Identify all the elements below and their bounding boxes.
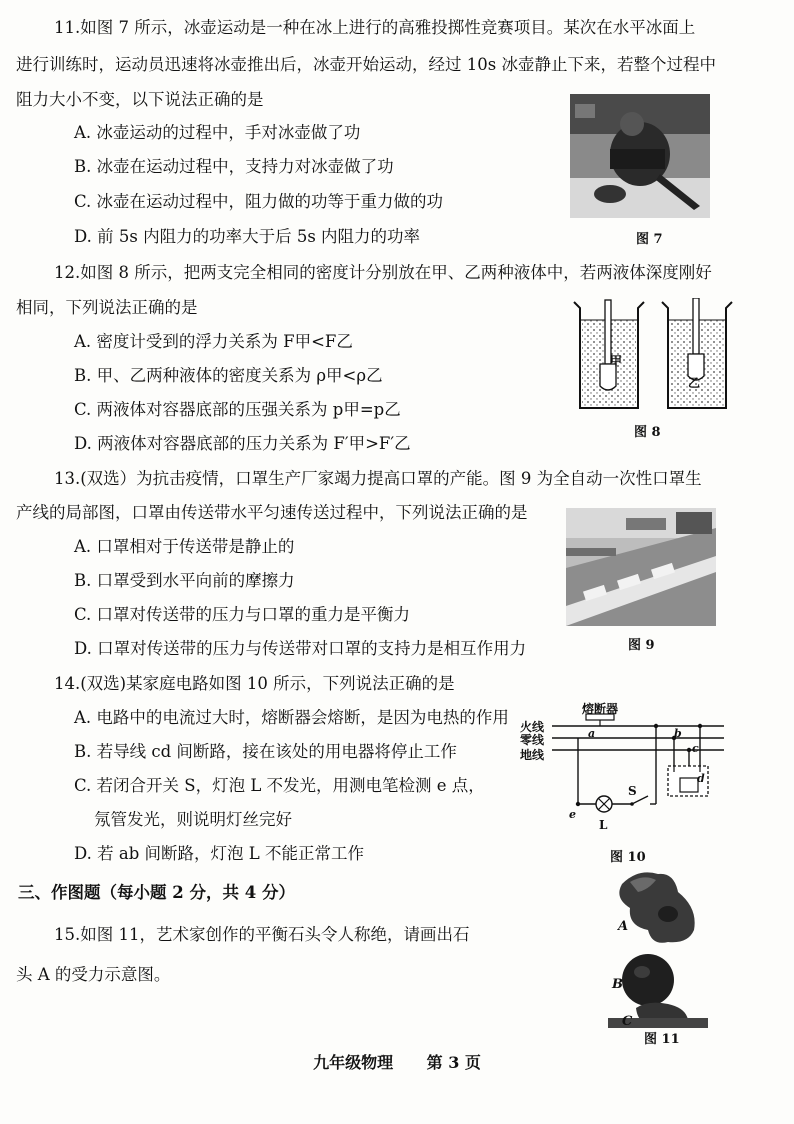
figure-8-label-jia: 甲: [610, 354, 623, 368]
q14-line1: 14.(双选)某家庭电路如图 10 所示，下列说法正确的是: [54, 674, 455, 693]
figure-10-caption: 图 10: [610, 850, 646, 865]
q13-option-b: B. 口罩受到水平向前的摩擦力: [74, 571, 295, 590]
figure-10-label-d: d: [697, 772, 705, 785]
figure-10-label-ground: 地线: [520, 748, 545, 762]
figure-10-label-neutral: 零线: [520, 733, 545, 747]
figure-7-caption: 图 7: [636, 232, 663, 247]
q12-option-d: D. 两液体对容器底部的压力关系为 F′甲>F′乙: [74, 434, 411, 453]
q13-option-c: C. 口罩对传送带的压力与口罩的重力是平衡力: [74, 605, 411, 624]
figure-11-label-a: A: [618, 919, 629, 934]
figure-8-hydrometers: [568, 298, 738, 414]
q15-line2: 头 A 的受力示意图。: [16, 965, 171, 984]
q12-line1: 12.如图 8 所示，把两支完全相同的密度计分别放在甲、乙两种液体中，若两液体深度刚好: [54, 263, 712, 282]
q12-line2: 相同，下列说法正确的是: [16, 298, 198, 317]
q12-option-a: A. 密度计受到的浮力关系为 F甲<F乙: [74, 332, 353, 351]
q13-line1: 13.(双选）为抗击疫情，口罩生产厂家竭力提高口罩的产能。图 9 为全自动一次性口罩生: [54, 469, 702, 488]
figure-9-caption: 图 9: [628, 638, 655, 653]
figure-10-label-c: c: [692, 742, 699, 755]
footer-page-number: 第 3 页: [426, 1053, 481, 1072]
q11-line1: 11.如图 7 所示，冰壶运动是一种在冰上进行的高雅投掷性竞赛项目。某次在水平冰面上: [54, 18, 696, 37]
figure-8-caption: 图 8: [634, 425, 661, 440]
figure-11-caption: 图 11: [644, 1032, 680, 1047]
figure-10-label-lamp: L: [599, 818, 608, 832]
figure-11-label-c: C: [622, 1014, 633, 1029]
section-3-title: 三、作图题（每小题 2 分，共 4 分）: [18, 883, 295, 902]
figure-10-label-a: a: [588, 727, 596, 740]
figure-10-label-live: 火线: [520, 720, 545, 734]
q14-option-a: A. 电路中的电流过大时，熔断器会熔断，是因为电热的作用: [74, 708, 509, 727]
page-footer: [0, 1050, 794, 1073]
figure-8-label-yi: 乙: [688, 376, 701, 390]
figure-11-label-b: B: [612, 977, 623, 992]
q12-option-c: C. 两液体对容器底部的压强关系为 p甲=p乙: [74, 400, 401, 419]
figure-7-curling-photo: [570, 94, 710, 218]
figure-10-label-switch: S: [628, 784, 637, 798]
q11-line2: 进行训练时，运动员迅速将冰壶推出后，冰壶开始运动，经过 10s 冰壶静止下来，若整个过程中: [16, 55, 716, 74]
figure-10-label-fuse: 熔断器: [582, 702, 619, 716]
footer-subject: 九年级物理: [313, 1053, 394, 1072]
q14-option-d: D. 若 ab 间断路，灯泡 L 不能正常工作: [74, 844, 364, 863]
q11-option-b: B. 冰壶在运动过程中，支持力对冰壶做了功: [74, 157, 394, 176]
q11-option-c: C. 冰壶在运动过程中，阻力做的功等于重力做的功: [74, 192, 444, 211]
q11-option-a: A. 冰壶运动的过程中，手对冰壶做了功: [74, 123, 361, 142]
q13-option-d: D. 口罩对传送带的压力与传送带对口罩的支持力是相互作用力: [74, 639, 527, 658]
q14-option-c-line2: 氖管发光，则说明灯丝完好: [94, 810, 292, 829]
figure-9-mask-production-photo: [566, 508, 716, 626]
q11-line3: 阻力大小不变，以下说法正确的是: [16, 90, 264, 109]
q11-option-d: D. 前 5s 内阻力的功率大于后 5s 内阻力的功率: [74, 227, 421, 246]
q13-line2: 产线的局部图，口罩由传送带水平匀速传送过程中，下列说法正确的是: [16, 503, 528, 522]
q14-option-b: B. 若导线 cd 间断路，接在该处的用电器将停止工作: [74, 742, 457, 761]
figure-11-balancing-stones: [608, 868, 708, 1028]
q13-option-a: A. 口罩相对于传送带是静止的: [74, 537, 295, 556]
figure-10-household-circuit: [552, 708, 732, 838]
q12-option-b: B. 甲、乙两种液体的密度关系为 ρ甲<ρ乙: [74, 366, 383, 385]
figure-10-label-e: e: [569, 808, 576, 821]
q14-option-c-line1: C. 若闭合开关 S，灯泡 L 不发光，用测电笔检测 e 点，: [74, 776, 485, 795]
q15-line1: 15.如图 11，艺术家创作的平衡石头令人称绝，请画出石: [54, 925, 470, 944]
figure-10-label-b: b: [674, 727, 682, 740]
